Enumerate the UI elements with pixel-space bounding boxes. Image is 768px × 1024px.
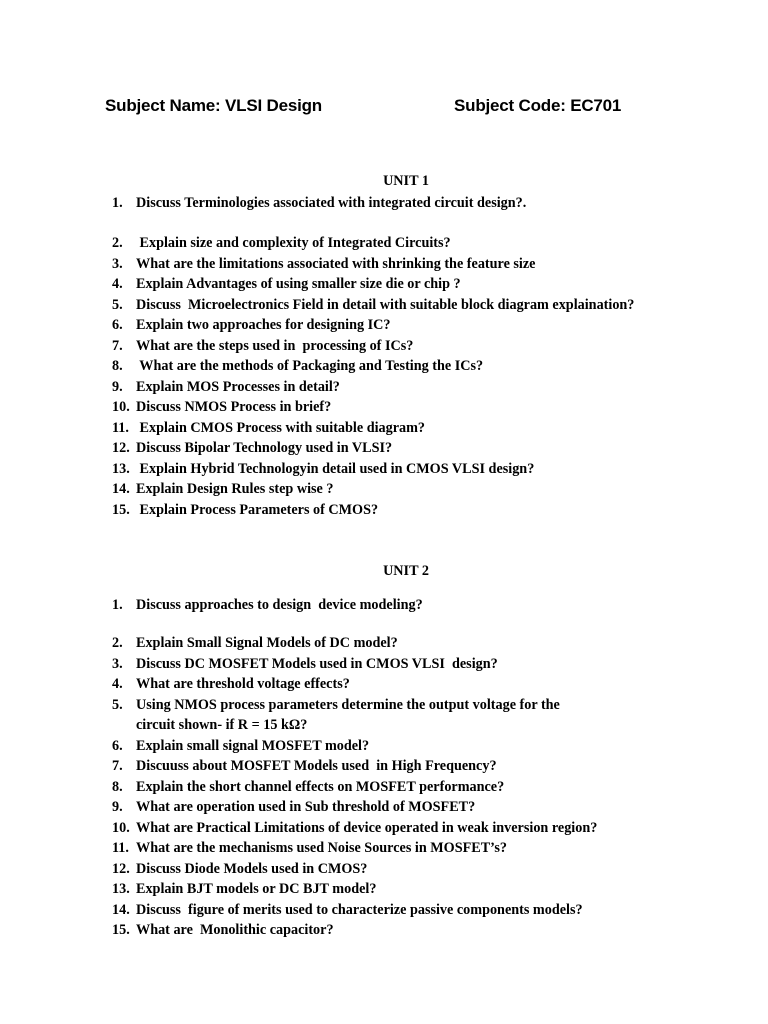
question-number: 11. [112, 840, 129, 856]
question-item [112, 459, 534, 479]
question-number: 7. [112, 338, 123, 354]
question-item [112, 595, 423, 615]
question-number: 8. [112, 358, 123, 374]
question-text: Discuss Bipolar Technology used in VLSI? [136, 440, 393, 456]
question-number: 4. [112, 676, 123, 692]
question-number: 15. [112, 922, 130, 938]
question-item [112, 633, 398, 653]
question-text: What are Practical Limitations of device operated in weak inversion region? [136, 820, 598, 836]
question-item [112, 254, 535, 274]
question-text: What are the methods of Packaging and Testing the ICs? [136, 358, 484, 374]
question-text: Explain Small Signal Models of DC model? [136, 635, 398, 651]
question-number: 10. [112, 820, 130, 836]
question-text: What are the steps used in processing of ICs? [136, 338, 414, 354]
question-text: Discuss Microelectronics Field in detail with suitable block diagram explaination? [136, 297, 635, 313]
question-text: Explain Hybrid Technologyin detail used in CMOS VLSI design? [136, 461, 535, 477]
question-number: 1. [112, 597, 123, 613]
question-text: Discuss approaches to design device modeling? [136, 597, 423, 613]
question-number: 10. [112, 399, 130, 415]
question-item [112, 797, 475, 817]
question-item [112, 674, 350, 694]
question-item [112, 736, 369, 756]
question-item [112, 818, 597, 838]
question-item [112, 654, 498, 674]
question-number: 12. [112, 440, 130, 456]
question-item [112, 777, 504, 797]
question-text: Explain size and complexity of Integrated Circuits? [136, 235, 451, 251]
question-number: 14. [112, 481, 130, 497]
question-text: Explain BJT models or DC BJT model? [136, 881, 377, 897]
question-item [112, 500, 378, 520]
question-text: Explain CMOS Process with suitable diagram? [136, 420, 426, 436]
question-number: 13. [112, 461, 130, 477]
question-number: 1. [112, 195, 123, 211]
question-number: 11. [112, 420, 129, 436]
subject-name: Subject Name: VLSI Design [105, 96, 322, 115]
question-item [112, 315, 391, 335]
question-item [112, 756, 497, 776]
question-text: What are the mechanisms used Noise Sources in MOSFET’s? [136, 840, 507, 856]
question-text: Using NMOS process parameters determine the output voltage for the [136, 697, 560, 713]
question-number: 9. [112, 379, 123, 395]
question-number: 3. [112, 656, 123, 672]
question-number: 9. [112, 799, 123, 815]
subject-code: Subject Code: EC701 [454, 96, 622, 115]
question-number: 13. [112, 881, 130, 897]
question-item [112, 295, 634, 315]
question-item [112, 479, 333, 499]
question-number: 2. [112, 635, 123, 651]
question-item [112, 900, 583, 920]
question-number: 6. [112, 738, 123, 754]
question-text: What are threshold voltage effects? [136, 676, 350, 692]
question-number: 4. [112, 276, 123, 292]
question-number: 5. [112, 297, 123, 313]
question-item [112, 336, 413, 356]
question-item [112, 274, 461, 294]
question-text: Discuss NMOS Process in brief? [136, 399, 332, 415]
question-text: Discuss Terminologies associated with integrated circuit design?. [136, 195, 527, 211]
question-text: Explain Design Rules step wise ? [136, 481, 334, 497]
question-text: Explain MOS Processes in detail? [136, 379, 340, 395]
question-text: Explain the short channel effects on MOSFET performance? [136, 779, 505, 795]
question-item [112, 356, 483, 376]
question-text: What are operation used in Sub threshold of MOSFET? [136, 799, 476, 815]
question-item [112, 233, 451, 253]
unit-2-title: UNIT 2 [383, 563, 429, 579]
question-text: What are the limitations associated with shrinking the feature size [136, 256, 536, 272]
question-text-continued: circuit shown- if R = 15 kΩ? [136, 717, 308, 733]
question-item [112, 397, 331, 417]
question-item [112, 859, 367, 879]
question-item [112, 879, 376, 899]
question-text: Explain two approaches for designing IC? [136, 317, 391, 333]
question-number: 6. [112, 317, 123, 333]
question-number: 12. [112, 861, 130, 877]
question-item [112, 418, 425, 438]
unit-1-title: UNIT 1 [383, 173, 429, 189]
question-text: Explain Advantages of using smaller size die or chip ? [136, 276, 461, 292]
question-text: Discuss DC MOSFET Models used in CMOS VLSI design? [136, 656, 498, 672]
question-number: 3. [112, 256, 123, 272]
question-number: 7. [112, 758, 123, 774]
question-item [112, 193, 526, 213]
question-number: 2. [112, 235, 123, 251]
question-text: Discuuss about MOSFET Models used in High Frequency? [136, 758, 497, 774]
document-header [0, 96, 768, 124]
question-number: 15. [112, 502, 130, 518]
question-item [112, 695, 560, 735]
question-number: 5. [112, 697, 123, 713]
question-text: Explain Process Parameters of CMOS? [136, 502, 379, 518]
question-text: Explain small signal MOSFET model? [136, 738, 370, 754]
question-item [112, 838, 507, 858]
question-text: What are Monolithic capacitor? [136, 922, 334, 938]
question-text: Discuss Diode Models used in CMOS? [136, 861, 368, 877]
question-text: Discuss figure of merits used to characterize passive components models? [136, 902, 583, 918]
question-item [112, 377, 340, 397]
question-number: 14. [112, 902, 130, 918]
question-number: 8. [112, 779, 123, 795]
question-item [112, 438, 392, 458]
question-item [112, 920, 334, 940]
